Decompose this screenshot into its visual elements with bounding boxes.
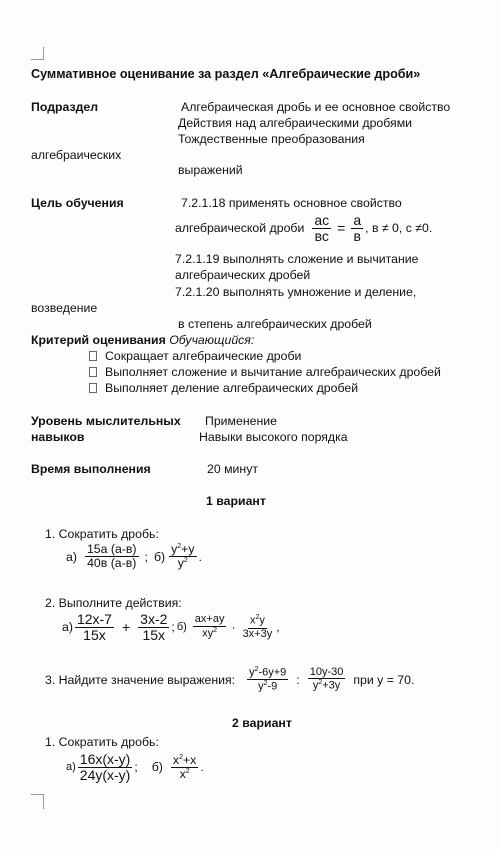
exponent: 2 bbox=[318, 679, 323, 687]
exponent: 2 bbox=[177, 543, 182, 550]
v1-task-3-fraction-2 bbox=[308, 667, 346, 693]
criteria-item bbox=[89, 381, 358, 395]
v1-task-2-fraction-a1 bbox=[75, 612, 114, 642]
goal-fraction-2-denominator: в bbox=[353, 227, 361, 244]
subsection-label: Подраздел bbox=[31, 100, 99, 114]
level-label-1: Уровень мыслительных bbox=[31, 414, 181, 428]
v1-task-2-fraction-b1 bbox=[193, 614, 227, 640]
goal-fraction-2-numerator: a bbox=[353, 212, 362, 228]
numerator: 3x-2 bbox=[140, 611, 168, 627]
denominator: 3x+3y bbox=[242, 627, 273, 640]
term: x bbox=[172, 752, 180, 767]
v1-task-2-text: 2. Выполните действия: bbox=[45, 596, 182, 610]
option-a-label: а) bbox=[66, 761, 76, 774]
goal-line-3: 7.2.1.19 выполнять сложение и вычитание bbox=[175, 252, 419, 266]
goal-line-2 bbox=[175, 213, 432, 243]
level-value-2: Навыки высокого порядка bbox=[199, 430, 348, 444]
term: -6y+9 bbox=[258, 666, 287, 679]
checkbox-icon bbox=[89, 351, 97, 361]
subsection-wrap-left: алгебраических bbox=[31, 148, 122, 162]
goal-label: Цель обучения bbox=[31, 196, 124, 210]
goal-fraction-2 bbox=[351, 213, 363, 243]
goal-line-2-suffix: , в ≠ 0, с ≠0. bbox=[365, 221, 433, 236]
exponent: 2 bbox=[213, 626, 218, 634]
term: y bbox=[259, 614, 265, 627]
term: +x bbox=[182, 752, 197, 767]
denominator: 24y(x-y) bbox=[79, 766, 131, 783]
term: y bbox=[171, 542, 178, 557]
denominator bbox=[311, 679, 342, 692]
term: y bbox=[177, 556, 184, 571]
criteria-item-text: Сокращает алгебраические дроби bbox=[105, 349, 302, 363]
denominator bbox=[178, 768, 192, 781]
term: xy bbox=[202, 627, 214, 640]
time-value: 20 минут bbox=[207, 462, 258, 476]
subsection-line-3: Тождественные преобразования bbox=[178, 132, 365, 146]
numerator bbox=[247, 666, 288, 680]
subsection-line-1: Алгебраическая дробь и ее основное свойство bbox=[181, 100, 451, 114]
term: y bbox=[249, 666, 255, 679]
goal-fraction-1 bbox=[312, 213, 331, 243]
criteria-item bbox=[89, 349, 301, 363]
goal-fraction-1-numerator: ac bbox=[314, 212, 330, 228]
v2-task-1-text: 1. Сократить дробь: bbox=[45, 735, 159, 749]
numerator bbox=[169, 543, 196, 557]
numerator bbox=[248, 614, 267, 628]
exponent: 2 bbox=[254, 666, 259, 673]
separator: ; bbox=[144, 549, 148, 564]
page-title: Суммативное оценивание за раздел «Алгебраические дроби» bbox=[31, 67, 421, 81]
end-mark: . bbox=[198, 549, 202, 564]
exponent: 2 bbox=[255, 614, 260, 622]
denominator: 15x bbox=[142, 626, 166, 643]
v2-task-1-expression bbox=[66, 752, 204, 782]
term: x bbox=[249, 614, 256, 627]
multiply-sign: · bbox=[231, 620, 236, 635]
v1-task-1-fraction-a bbox=[85, 543, 139, 570]
v1-task-1-expression bbox=[66, 543, 202, 570]
separator: ; bbox=[171, 620, 175, 635]
denominator bbox=[200, 627, 219, 640]
goal-line-4: алгебраических дробей bbox=[175, 268, 311, 282]
divide-sign: : bbox=[296, 672, 300, 687]
term: y bbox=[312, 680, 319, 693]
numerator: ax+ay bbox=[194, 613, 225, 626]
goal-equals-sign: = bbox=[337, 220, 346, 237]
exponent: 2 bbox=[263, 680, 268, 688]
v1-task-3-expression bbox=[45, 666, 414, 693]
option-b-label: б) bbox=[153, 549, 166, 564]
plus-sign: + bbox=[121, 619, 131, 636]
criteria-subtitle: Обучающийся: bbox=[169, 333, 255, 347]
v2-task-1-fraction-b bbox=[171, 754, 198, 781]
numerator: 12x-7 bbox=[76, 611, 112, 627]
criteria-item bbox=[89, 365, 441, 379]
option-a-label: а) bbox=[62, 620, 73, 635]
goal-fraction-1-denominator: вс bbox=[314, 227, 329, 244]
denominator: 40в (a-в) bbox=[87, 556, 137, 570]
numerator: 10y-30 bbox=[309, 665, 344, 678]
exponent: 2 bbox=[185, 767, 190, 775]
term: +3y bbox=[322, 680, 341, 693]
exponent: 2 bbox=[179, 753, 183, 761]
exponent: 2 bbox=[183, 557, 188, 564]
level-label-2: навыков bbox=[31, 430, 85, 444]
term: +y bbox=[181, 542, 195, 557]
denominator bbox=[256, 680, 279, 693]
denominator: 15x bbox=[83, 626, 106, 643]
v1-task-2-expression bbox=[62, 612, 280, 642]
subsection-line-2: Действия над алгебраическими дробями bbox=[178, 116, 413, 130]
level-value-1: Применение bbox=[205, 414, 277, 428]
v1-task-3-suffix: при y = 70. bbox=[353, 672, 415, 687]
goal-line-5: 7.2.1.20 выполнять умножение и деление, bbox=[175, 285, 417, 299]
separator: ; bbox=[134, 760, 138, 775]
time-label: Время выполнения bbox=[31, 462, 151, 476]
v1-task-1-text: 1. Сократить дробь: bbox=[45, 527, 159, 541]
goal-wrap-left: возведение bbox=[31, 301, 98, 315]
term: -9 bbox=[267, 680, 278, 693]
criteria-label: Критерий оценивания bbox=[31, 333, 166, 347]
option-a-label: а) bbox=[66, 549, 77, 564]
option-b-label: б) bbox=[151, 760, 163, 775]
goal-line-2-prefix: алгебраической дроби bbox=[175, 221, 305, 236]
v1-task-3-fraction-1 bbox=[247, 666, 288, 693]
goal-wrap-right: в степень алгебраических дробей bbox=[178, 317, 372, 331]
variant-2-heading: 2 вариант bbox=[232, 716, 292, 730]
numerator: 15a (a-в) bbox=[86, 542, 137, 557]
checkbox-icon bbox=[89, 367, 97, 377]
term: y bbox=[258, 680, 264, 693]
v1-task-3-text: 3. Найдите значение выражения: bbox=[45, 672, 236, 687]
denominator bbox=[176, 557, 190, 570]
corner-mark-top-left bbox=[31, 47, 44, 60]
criteria-item-text: Выполняет сложение и вычитание алгебраических дробей bbox=[105, 365, 441, 379]
v1-task-1-fraction-b bbox=[169, 543, 196, 570]
variant-1-heading: 1 вариант bbox=[206, 494, 266, 508]
term: x bbox=[179, 766, 186, 781]
goal-line-1: 7.2.1.18 применять основное свойство bbox=[181, 196, 402, 210]
criteria-heading bbox=[31, 333, 254, 347]
criteria-item-text: Выполняет деление алгебраических дробей bbox=[105, 381, 359, 395]
v1-task-2-fraction-b2 bbox=[241, 614, 275, 640]
option-b-label: б) bbox=[176, 621, 187, 634]
checkbox-icon bbox=[89, 383, 97, 393]
end-mark: , bbox=[276, 620, 280, 635]
v1-task-2-fraction-a2 bbox=[138, 612, 169, 642]
end-mark: . bbox=[200, 760, 204, 775]
numerator: 16x(x-y) bbox=[79, 751, 131, 767]
v2-task-1-fraction-a bbox=[78, 752, 133, 782]
numerator bbox=[171, 754, 198, 768]
subsection-wrap-right: выражений bbox=[178, 163, 243, 177]
corner-mark-bottom-left bbox=[31, 794, 44, 809]
